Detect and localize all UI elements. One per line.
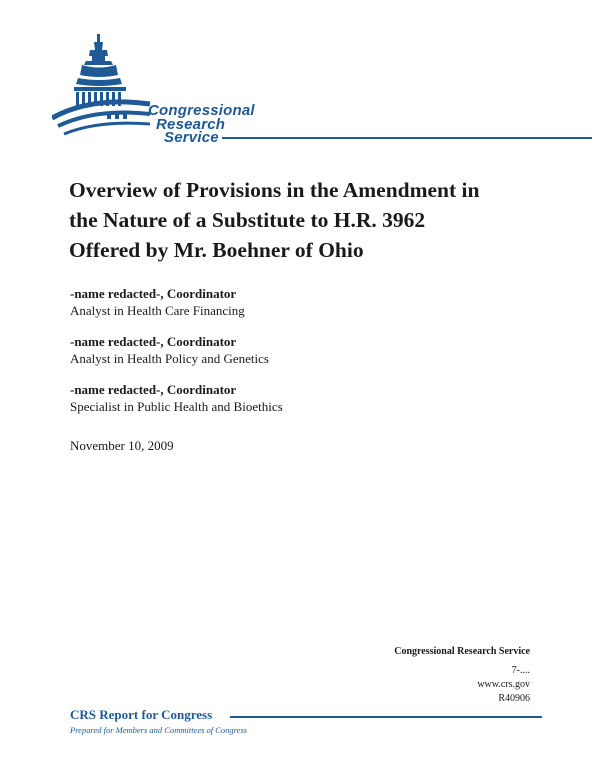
footer-title: CRS Report for Congress [70, 707, 213, 722]
author-entry [70, 285, 530, 319]
author-entry [70, 333, 530, 367]
crs-phone: 7-.... [511, 665, 530, 676]
author-name: -name redacted-, Coordinator [70, 334, 237, 349]
footer-divider [230, 716, 542, 718]
crs-website-link[interactable]: www.crs.gov [477, 679, 530, 690]
report-number: R40906 [498, 693, 530, 704]
crs-org-name: Congressional Research Service [394, 646, 530, 657]
author-role: Analyst in Health Policy and Genetics [70, 351, 269, 366]
author-role: Specialist in Public Health and Bioethics [70, 399, 283, 414]
report-title-line: Offered by Mr. Boehner of Ohio [69, 238, 364, 262]
author-role: Analyst in Health Care Financing [70, 303, 245, 318]
report-title-line: the Nature of a Substitute to H.R. 3962 [69, 208, 426, 232]
author-name: -name redacted-, Coordinator [70, 286, 237, 301]
author-entry [70, 381, 530, 415]
logo-divider [222, 137, 592, 139]
report-title-line: Overview of Provisions in the Amendment in [69, 178, 480, 202]
capitol-dome-icon [52, 34, 152, 146]
crs-logo [52, 34, 292, 146]
report-date: November 10, 2009 [70, 438, 174, 453]
logo-text-congressional: Congressional [148, 102, 255, 119]
author-name: -name redacted-, Coordinator [70, 382, 237, 397]
author-list [70, 285, 530, 429]
logo-text-service: Service [164, 129, 219, 146]
report-title [69, 175, 549, 265]
logo-text-research: Research [156, 116, 226, 133]
crs-contact-block [394, 645, 530, 706]
footer-subtitle: Prepared for Members and Committees of Congress [70, 725, 248, 735]
